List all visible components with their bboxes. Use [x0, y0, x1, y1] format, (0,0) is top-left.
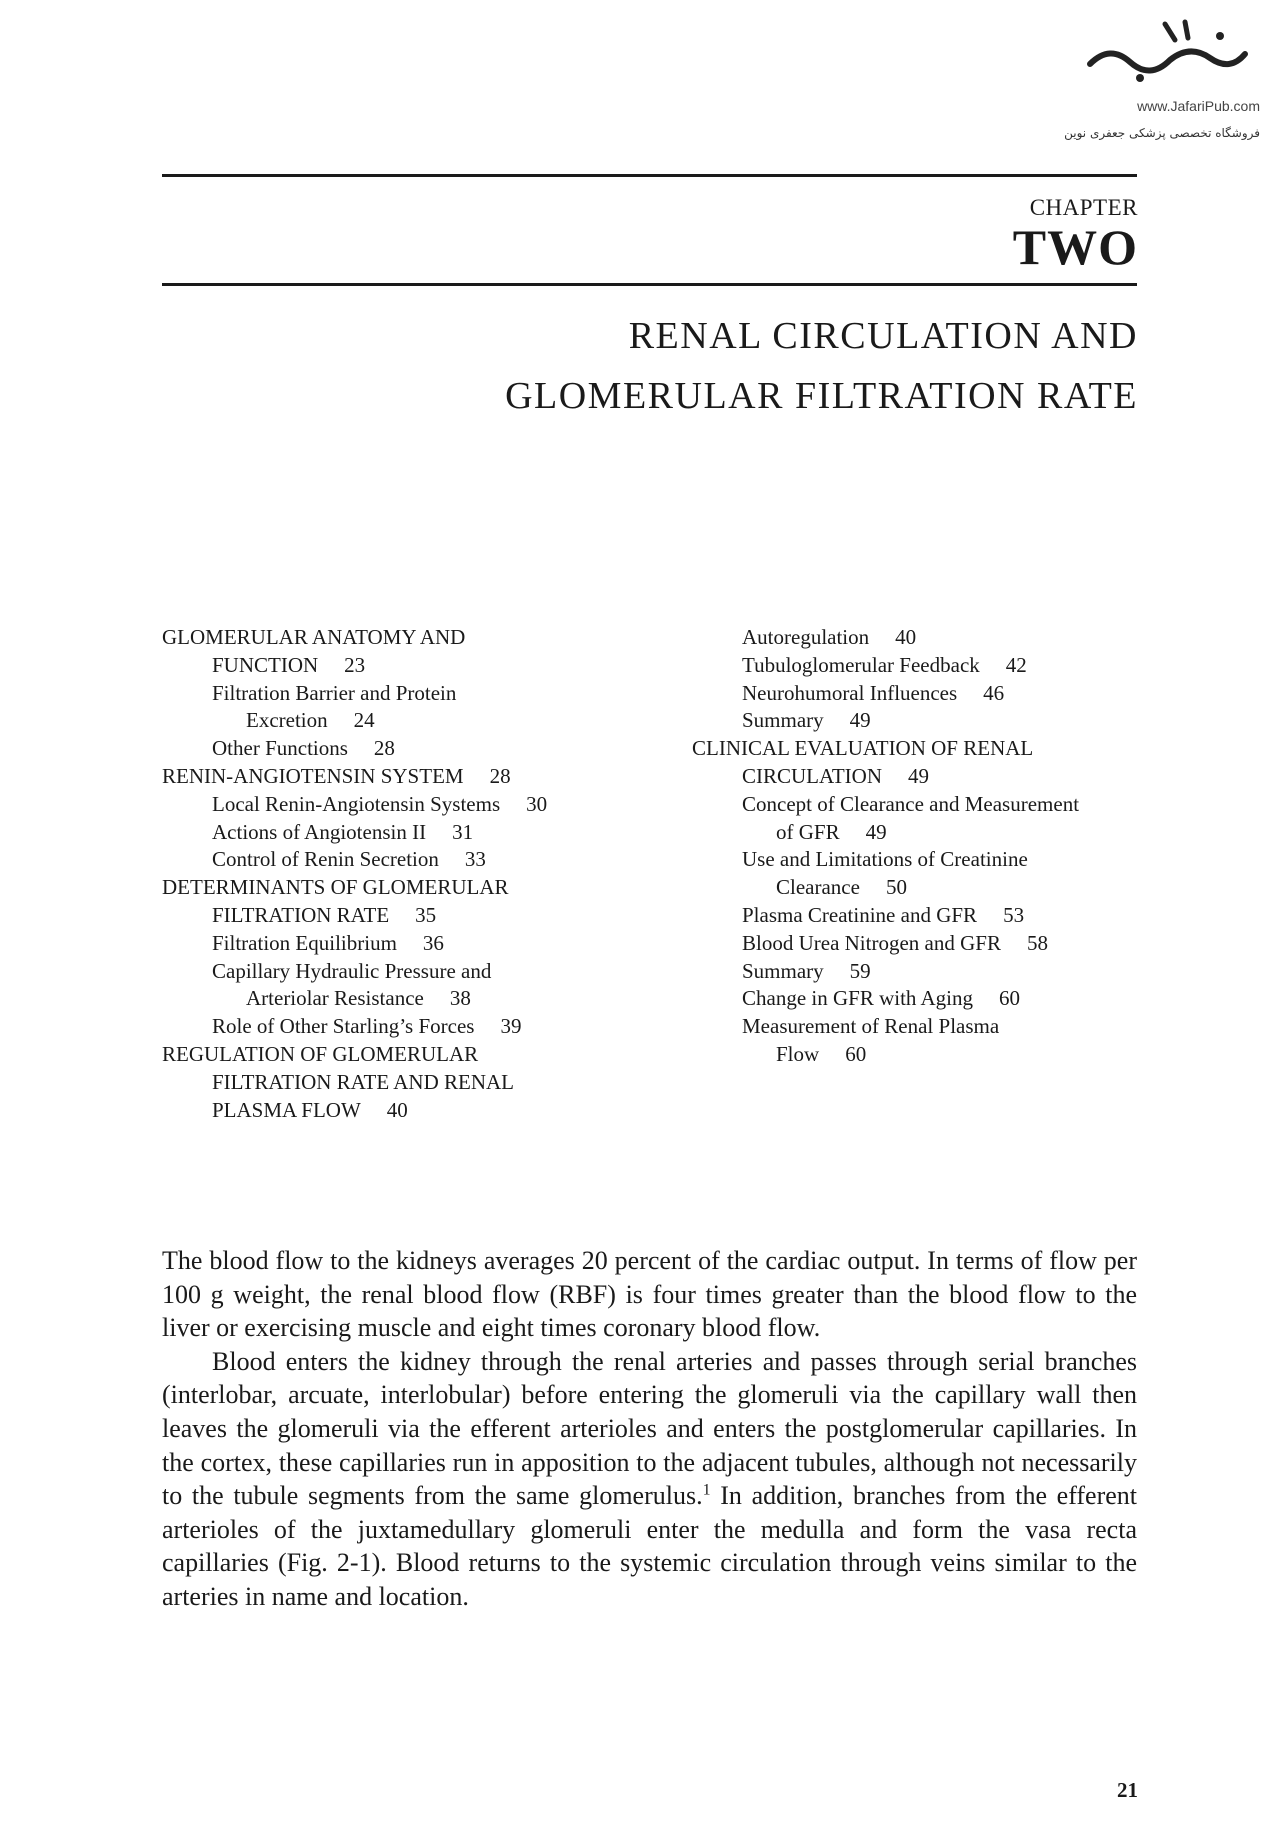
- publisher-url: www.JafariPub.com: [1137, 98, 1260, 114]
- toc-page-number: 36: [422, 930, 444, 955]
- toc-page-number: 23: [344, 652, 366, 677]
- toc-page-number: 39: [500, 1014, 522, 1039]
- toc-entry-text: Plasma Creatinine and GFR: [742, 902, 978, 927]
- toc-page-number: 49: [908, 763, 929, 788]
- chapter-title: [238, 306, 1138, 426]
- toc-entry[interactable]: [162, 791, 642, 819]
- toc-left-column: [162, 624, 642, 1124]
- toc-page-number: 42: [1005, 652, 1027, 677]
- toc-entry-text: Other Functions: [212, 736, 348, 761]
- toc-entry[interactable]: [162, 624, 642, 680]
- toc-entry-text: Capillary Hydraulic Pressure and: [212, 958, 492, 983]
- toc-entry-text: FUNCTION: [212, 652, 319, 677]
- paragraph-text: In addition, branches from the efferent arterioles of the juxtamedullary glomeruli enter the medulla and form the vasa recta capillaries (Fig. 2-1). Blood returns to the systemic circulation through veins similar to the arteries in name and location.: [162, 1481, 1138, 1611]
- chapter-bottom-rule: [162, 283, 1137, 286]
- toc-page-number: 40: [386, 1097, 408, 1122]
- toc-page-number: 28: [373, 736, 395, 761]
- publisher-logo: [1040, 14, 1260, 144]
- toc-entry-text: REGULATION OF GLOMERULAR: [162, 1041, 479, 1066]
- toc-entry-text: Use and Limitations of Creatinine: [742, 847, 1028, 872]
- toc-entry[interactable]: [692, 735, 1152, 791]
- toc-entry-text: Summary: [742, 958, 824, 983]
- toc-entry-text: Excretion: [246, 708, 328, 733]
- toc-entry[interactable]: [162, 1013, 642, 1041]
- chapter-label: CHAPTER: [1029, 195, 1138, 220]
- chapter-number: TWO: [1012, 219, 1138, 275]
- chapter-title-line: RENAL CIRCULATION AND: [628, 315, 1138, 357]
- page-number: 21: [1117, 1778, 1138, 1802]
- toc-entry-text: Concept of Clearance and Measurement: [742, 791, 1080, 816]
- toc-page-number: 46: [983, 680, 1005, 705]
- toc-entry[interactable]: [692, 624, 1152, 652]
- toc-page-number: 30: [526, 791, 548, 816]
- toc-entry[interactable]: [692, 846, 1152, 902]
- toc-entry[interactable]: [692, 791, 1152, 847]
- toc-page-number: 50: [885, 875, 907, 900]
- toc-entry-text: GLOMERULAR ANATOMY AND: [162, 625, 466, 649]
- body-text: [162, 1244, 1137, 1614]
- paragraph: [162, 1345, 1137, 1614]
- toc-entry[interactable]: [692, 985, 1152, 1013]
- toc-entry[interactable]: [162, 846, 642, 874]
- toc-page-number: 59: [849, 958, 871, 983]
- toc-entry-text: PLASMA FLOW: [212, 1097, 361, 1122]
- toc-entry-text: Summary: [742, 708, 824, 733]
- paragraph-text: Blood enters the kidney through the renal arteries and passes through serial branches (interlobar, arcuate, interlobular) before entering the glomeruli via the capillary wall then leaves the glomeruli via the efferent arterioles and enters the postglomerular capillaries. In the cortex, these capillaries run in apposition to the adjacent tubules, although not necessarily to the tubule segments from the same glomerulus.: [162, 1346, 1137, 1511]
- toc-entry-text: Measurement of Renal Plasma: [742, 1014, 1000, 1039]
- toc-entry[interactable]: [162, 930, 642, 958]
- publisher-logo-icon: [1070, 14, 1260, 94]
- toc-page-number: 28: [489, 763, 511, 788]
- toc-entry[interactable]: [162, 763, 642, 791]
- chapter-top-rule: [162, 174, 1137, 177]
- toc-entry-text: Tubuloglomerular Feedback: [742, 652, 980, 677]
- toc-page-number: 24: [353, 708, 375, 733]
- toc-entry[interactable]: [692, 680, 1152, 708]
- toc-entry[interactable]: [692, 930, 1152, 958]
- toc-page-number: 60: [999, 986, 1021, 1011]
- toc-entry[interactable]: [162, 680, 642, 736]
- toc-entry-text: CIRCULATION: [742, 763, 882, 788]
- toc-page-number: 33: [464, 847, 486, 872]
- paragraph: The blood flow to the kidneys averages 20 percent of the cardiac output. In terms of flow per 100 g weight, the renal blood flow (RBF) is four times greater than the blood flow to the liver or exercising muscle and eight times coronary blood flow.: [162, 1246, 1137, 1343]
- toc-entry-text: Blood Urea Nitrogen and GFR: [742, 930, 1001, 955]
- toc-entry-text: Filtration Equilibrium: [212, 930, 397, 955]
- toc-entry[interactable]: [162, 1041, 642, 1124]
- toc-page-number: 38: [449, 986, 471, 1011]
- toc-entry[interactable]: [692, 707, 1152, 735]
- toc-entry[interactable]: [162, 819, 642, 847]
- toc-entry-text: DETERMINANTS OF GLOMERULAR: [162, 875, 509, 900]
- toc-page-number: 49: [865, 819, 887, 844]
- publisher-tagline: فروشگاه تخصصی پزشکی جعفری نوین: [1064, 126, 1260, 140]
- toc-entry-text: CLINICAL EVALUATION OF RENAL: [692, 736, 1034, 761]
- chapter-title-line: GLOMERULAR FILTRATION RATE: [505, 375, 1138, 417]
- toc-entry-text: Filtration Barrier and Protein: [212, 680, 457, 705]
- toc-entry-text: Actions of Angiotensin II: [212, 819, 427, 844]
- toc-entry[interactable]: [692, 902, 1152, 930]
- toc-entry-text: Role of Other Starling’s Forces: [212, 1014, 475, 1039]
- toc-entry-text: Autoregulation: [742, 625, 870, 649]
- toc-entry-text: FILTRATION RATE: [212, 902, 390, 927]
- toc-page-number: 31: [452, 819, 474, 844]
- toc-entry-text: Local Renin-Angiotensin Systems: [212, 791, 501, 816]
- footnote-ref[interactable]: 1: [702, 1481, 711, 1499]
- toc-page-number: 58: [1026, 930, 1048, 955]
- toc-entry-text: Arteriolar Resistance: [246, 986, 424, 1011]
- toc-entry-text: Clearance: [776, 875, 860, 900]
- toc-entry[interactable]: [162, 735, 642, 763]
- toc-entry[interactable]: [692, 1013, 1152, 1069]
- toc-entry-text: Neurohumoral Influences: [742, 680, 958, 705]
- toc-page-number: 60: [845, 1041, 867, 1066]
- toc-entry[interactable]: [162, 958, 642, 1014]
- toc-entry[interactable]: [692, 652, 1152, 680]
- toc-page-number: 35: [415, 902, 437, 927]
- toc-page-number: 49: [849, 708, 871, 733]
- toc-entry-text: Change in GFR with Aging: [742, 986, 974, 1011]
- toc-entry-text: Flow: [776, 1041, 820, 1066]
- toc-page-number: 53: [1003, 902, 1025, 927]
- toc-entry-text: RENIN-ANGIOTENSIN SYSTEM: [162, 763, 464, 788]
- toc-right-column: [692, 624, 1152, 1069]
- toc-entry[interactable]: [162, 874, 642, 930]
- toc-entry-text: Control of Renin Secretion: [212, 847, 439, 872]
- toc-entry[interactable]: [692, 958, 1152, 986]
- toc-page-number: 40: [895, 625, 917, 649]
- toc-entry-text: of GFR: [776, 819, 840, 844]
- toc-entry-text: FILTRATION RATE AND RENAL: [212, 1069, 514, 1094]
